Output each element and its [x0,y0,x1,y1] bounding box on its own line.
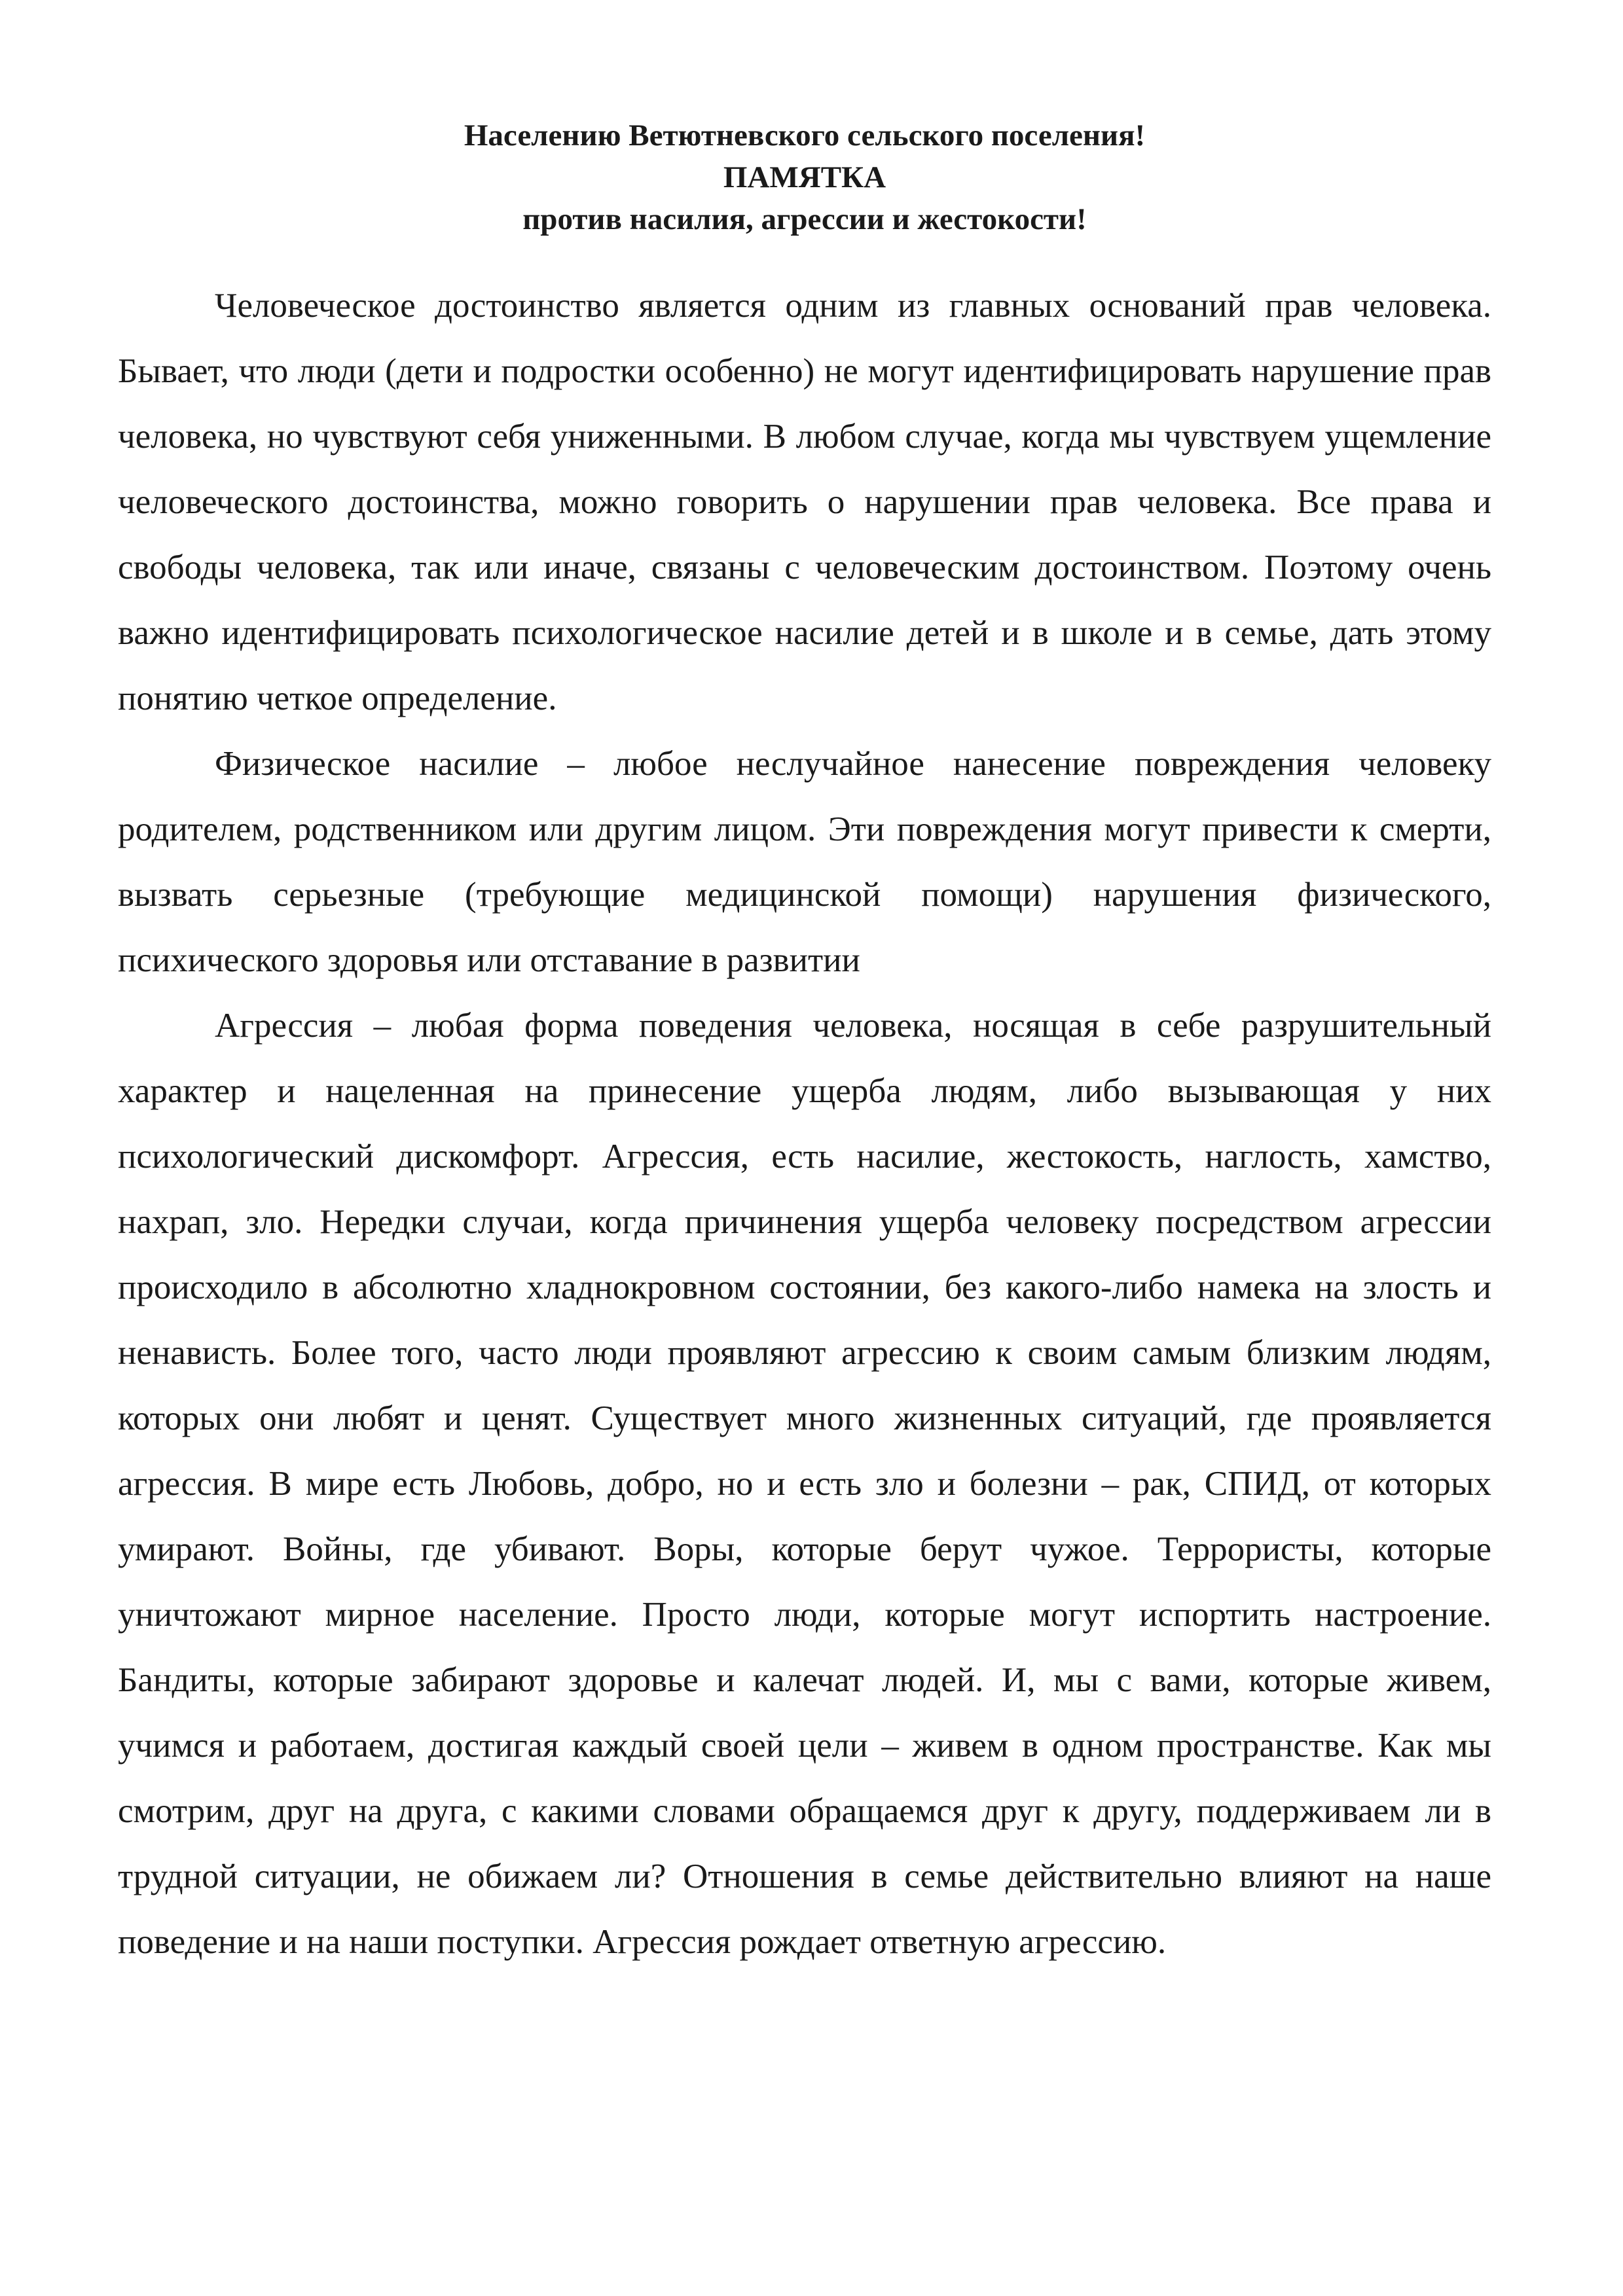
heading-addressee: Населению Ветютневского сельского поселения! [464,118,1146,152]
document-heading [118,115,1491,240]
heading-title: ПАМЯТКА [723,160,886,194]
paragraph-physical-violence: Физическое насилие – любое неслучайное нанесение повреждения человеку родителем, родственником или другим лицом. Эти повреждения могут привести к смерти, вызвать серьезные (требующие медицинской помощи) нарушения физического, психического здоровья или отставание в развитии [118,745,1491,979]
paragraph-aggression: Агрессия – любая форма поведения человека, носящая в себе разрушительный характер и нацеленная на принесение ущерба людям, либо вызывающая у них психологический дискомфорт. Агрессия, есть насилие, жестокость, наглость, хамство, нахрап, зло. Нередки случаи, когда причинения ущерба человеку посредством агрессии происходило в абсолютно хладнокровном состоянии, без какого-либо намека на злость и ненависть. Более того, часто люди проявляют агрессию к своим самым близким людям, которых они любят и ценят. Существует много жизненных ситуаций, где проявляется агрессия. В мире есть Любовь, добро, но и есть зло и болезни – рак, СПИД, от которых умирают. Войны, где убивают. Воры, которые берут чужое. Террористы, которые уничтожают мирное население. Просто люди, которые могут испортить настроение. Бандиты, которые забирают здоровье и калечат людей. И, мы с вами, которые живем, учимся и работаем, достигая каждый своей цели – живем в одном пространстве. Как мы смотрим, друг на друга, с какими словами обращаемся друг к другу, поддерживаем ли в трудной ситуации, не обижаем ли? Отношения в семье действительно влияют на наше поведение и на наши поступки. Агрессия рождает ответную агрессию. [118,1007,1491,1961]
paragraph-human-dignity: Человеческое достоинство является одним из главных оснований прав человека. Бывает, что люди (дети и подростки особенно) не могут идентифицировать нарушение прав человека, но чувствуют себя униженными. В любом случае, когда мы чувствуем ущемление человеческого достоинства, можно говорить о нарушении прав человека. Все права и свободы человека, так или иначе, связаны с человеческим достоинством. Поэтому очень важно идентифицировать психологическое насилие детей и в школе и в семье, дать этому понятию четкое определение. [118,287,1491,717]
document-body [118,273,1491,1975]
document-page [118,115,1491,1975]
heading-subtitle: против насилия, агрессии и жестокости! [522,202,1087,236]
